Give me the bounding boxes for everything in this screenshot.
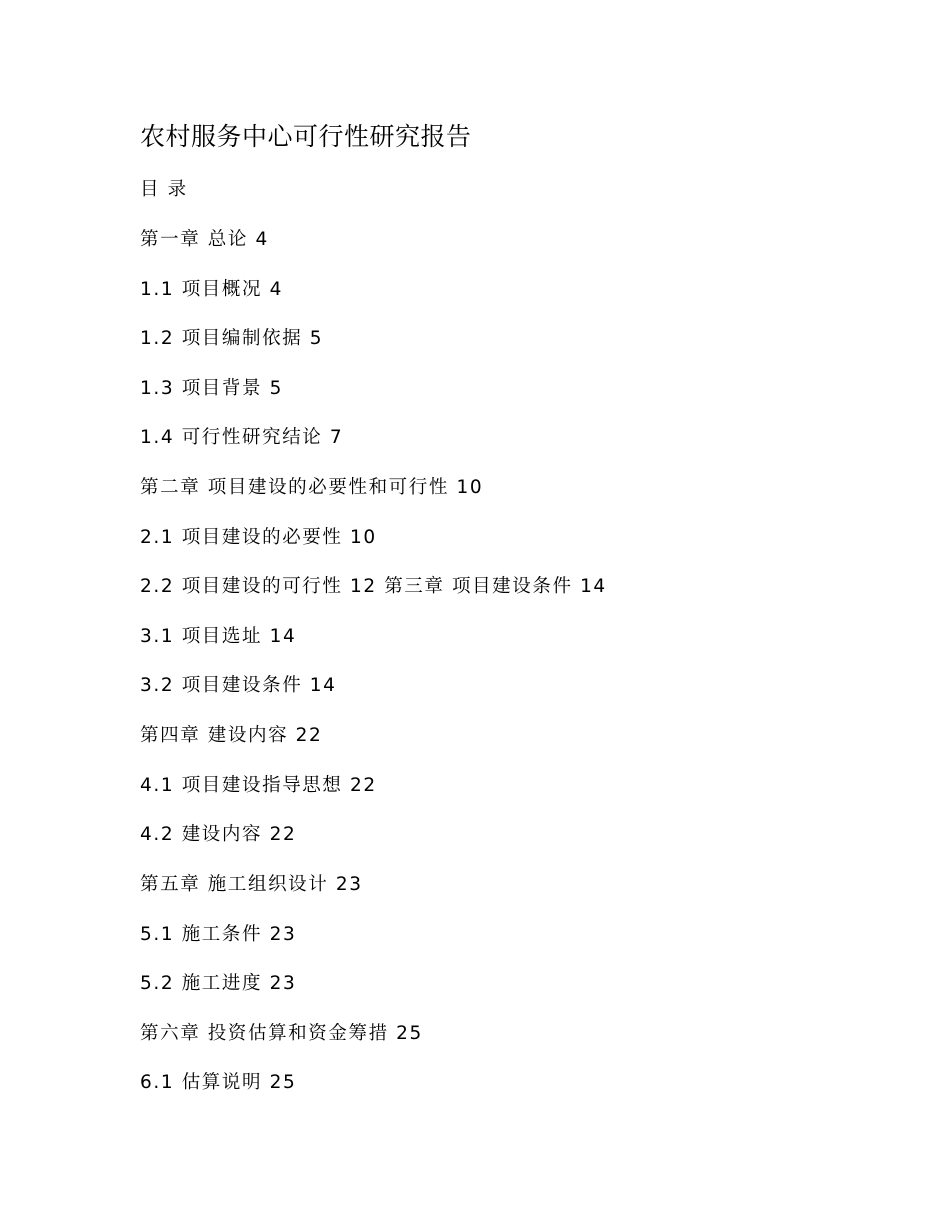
toc-entry: 第五章 施工组织设计 23 (140, 874, 363, 895)
toc-entry: 2.1 项目建设的必要性 10 (140, 527, 377, 548)
toc-entry: 5.1 施工条件 23 (140, 924, 297, 945)
toc-entry: 1.2 项目编制依据 5 (140, 328, 324, 349)
toc-entry: 6.1 估算说明 25 (140, 1072, 297, 1093)
toc-entry: 第六章 投资估算和资金筹措 25 (140, 1023, 423, 1044)
toc-entry: 1.1 项目概况 4 (140, 279, 283, 300)
toc-entry: 1.3 项目背景 5 (140, 378, 283, 399)
toc-entry: 5.2 施工进度 23 (140, 973, 297, 994)
toc-entry: 第一章 总论 4 (140, 229, 269, 250)
toc-entry: 3.1 项目选址 14 (140, 626, 297, 647)
toc-entry: 3.2 项目建设条件 14 (140, 675, 337, 696)
toc-entry: 第二章 项目建设的必要性和可行性 10 (140, 477, 484, 498)
toc-heading: 目 录 (140, 179, 188, 200)
toc-entry: 第四章 建设内容 22 (140, 725, 323, 746)
toc-entry: 1.4 可行性研究结论 7 (140, 427, 344, 448)
toc-entry: 2.2 项目建设的可行性 12 第三章 项目建设条件 14 (140, 576, 607, 597)
toc-entry: 4.2 建设内容 22 (140, 824, 297, 845)
toc-entry: 4.1 项目建设指导思想 22 (140, 775, 377, 796)
document-title: 农村服务中心可行性研究报告 (140, 122, 472, 151)
